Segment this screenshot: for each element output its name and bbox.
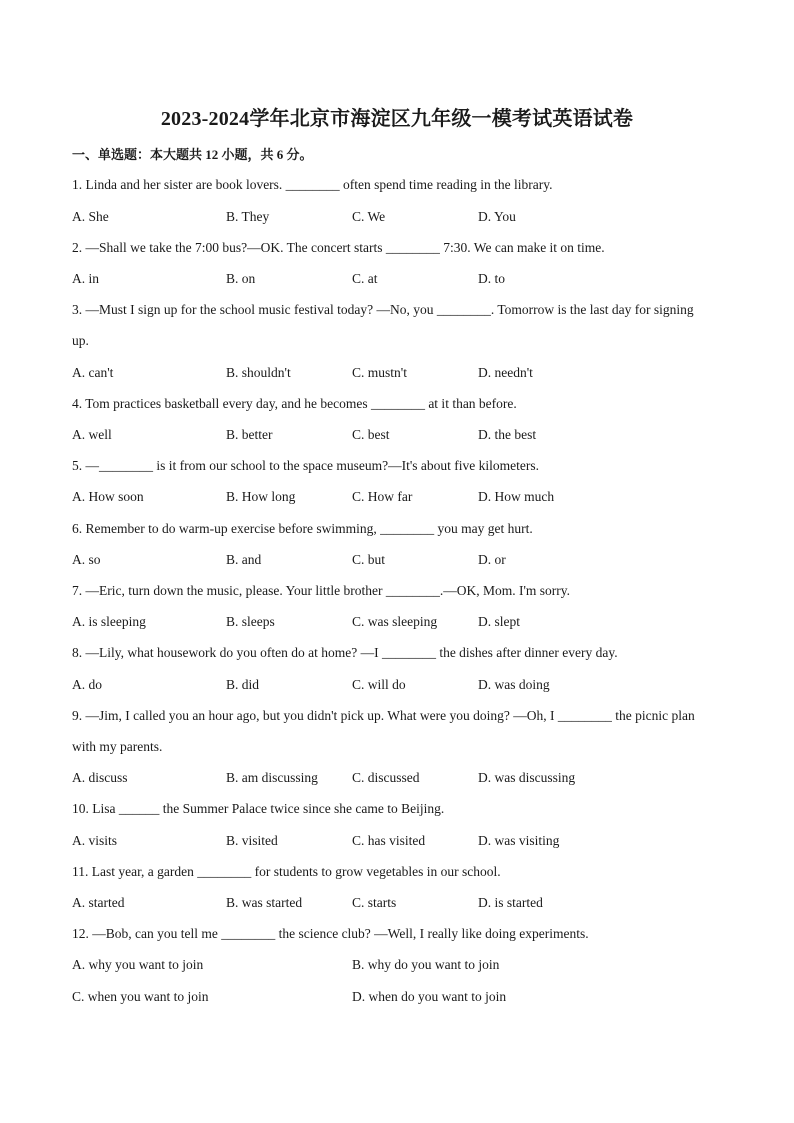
question-11-option-a: A. started [72,895,125,910]
question-11-stem: 11. Last year, a garden ________ for students to grow vegetables in our school. [72,864,501,879]
question-12-stem: 12. —Bob, can you tell me ________ the science club? —Well, I really like doing experiments. [72,926,589,941]
question-7-option-c: C. was sleeping [352,614,438,629]
question-2-option-d: D. to [478,271,505,286]
question-2-option-b: B. on [226,271,256,286]
question-10-stem: 10. Lisa ______ the Summer Palace twice since she came to Beijing. [72,801,445,816]
question-3-stem: 3. —Must I sign up for the school music festival today? —No, you ________. Tomorrow is the last day for signing [72,302,694,317]
question-6-option-c: C. but [352,552,386,567]
question-12-option-d: D. when do you want to join [352,989,507,1004]
question-7-option-b: B. sleeps [226,614,275,629]
question-3-option-b: B. shouldn't [226,365,291,380]
question-8-option-b: B. did [226,677,260,692]
question-8-option-d: D. was doing [478,677,550,692]
question-4-stem: 4. Tom practices basketball every day, and he becomes ________ at it than before. [72,396,517,411]
question-5-option-a: A. How soon [72,489,144,504]
question-10-option-a: A. visits [72,833,118,848]
question-11-option-b: B. was started [226,895,303,910]
question-5-option-d: D. How much [478,489,555,504]
question-3-option-a: A. can't [72,365,114,380]
question-4-option-d: D. the best [478,427,537,442]
question-1-stem: 1. Linda and her sister are book lovers. ________ often spend time reading in the library. [72,177,553,192]
question-9-option-c: C. discussed [352,770,420,785]
question-3-stem-continued: up. [72,333,89,348]
question-9-option-a: A. discuss [72,770,128,785]
question-6-stem: 6. Remember to do warm-up exercise before swimming, ________ you may get hurt. [72,521,533,536]
question-9-option-b: B. am discussing [226,770,318,785]
question-7-option-a: A. is sleeping [72,614,146,629]
question-4-option-a: A. well [72,427,112,442]
question-2-option-a: A. in [72,271,99,286]
question-10-option-d: D. was visiting [478,833,560,848]
question-6-option-b: B. and [226,552,262,567]
question-5-option-c: C. How far [352,489,413,504]
question-10-option-b: B. visited [226,833,278,848]
question-8-option-a: A. do [72,677,102,692]
question-11-option-c: C. starts [352,895,397,910]
question-9-stem-continued: with my parents. [72,739,163,754]
question-5-stem: 5. —________ is it from our school to the space museum?—It's about five kilometers. [72,458,539,473]
question-12-option-b: B. why do you want to join [352,957,500,972]
question-1-option-a: A. She [72,209,109,224]
question-7-option-d: D. slept [478,614,520,629]
question-3-option-c: C. mustn't [352,365,407,380]
question-8-option-c: C. will do [352,677,406,692]
question-2-stem: 2. —Shall we take the 7:00 bus?—OK. The concert starts ________ 7:30. We can make it on time. [72,240,605,255]
page-title: 2023-2024学年北京市海淀区九年级一模考试英语试卷 [160,108,634,130]
question-4-option-c: C. best [352,427,390,442]
question-3-option-d: D. needn't [478,365,533,380]
question-10-option-c: C. has visited [352,833,426,848]
question-2-option-c: C. at [352,271,378,286]
section-heading: 一、单选题：本大题共 12 小题，共 6 分。 [72,147,313,162]
question-4-option-b: B. better [226,427,273,442]
question-7-stem: 7. —Eric, turn down the music, please. Your little brother ________.—OK, Mom. I'm sorry. [72,583,570,598]
question-1-option-b: B. They [226,209,270,224]
question-1-option-d: D. You [478,209,516,224]
question-8-stem: 8. —Lily, what housework do you often do at home? —I ________ the dishes after dinner every day. [72,645,618,660]
question-1-option-c: C. We [352,209,386,224]
question-12-option-a: A. why you want to join [72,957,204,972]
question-12-option-c: C. when you want to join [72,989,209,1004]
question-9-option-d: D. was discussing [478,770,576,785]
question-11-option-d: D. is started [478,895,543,910]
question-5-option-b: B. How long [226,489,296,504]
question-6-option-a: A. so [72,552,101,567]
question-9-stem: 9. —Jim, I called you an hour ago, but you didn't pick up. What were you doing? —Oh, I ________ the picnic plan [72,708,695,723]
question-6-option-d: D. or [478,552,506,567]
